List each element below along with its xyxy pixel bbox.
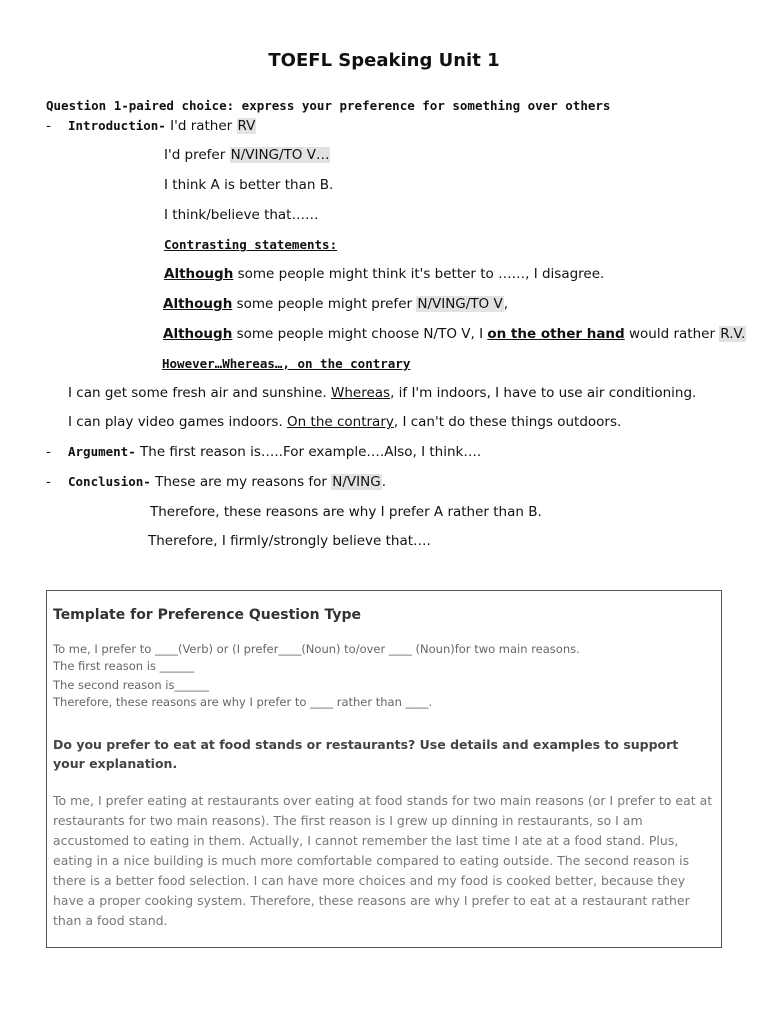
- intro-line-1: [46, 118, 256, 134]
- template-line-4: Therefore, these reasons are why I prefer to ____ rather than ____.: [53, 695, 433, 709]
- contrast-line-2: [163, 296, 508, 312]
- template-heading: Template for Preference Question Type: [53, 607, 362, 623]
- intro-highlight: N/VING/TO V…: [230, 147, 330, 163]
- sample-question: Do you prefer to eat at food stands or restaurants? Use details and examples to support your explanation.: [53, 737, 679, 771]
- whereas-word: Whereas: [331, 385, 391, 401]
- question-heading: Question 1-paired choice: express your preference for something over others: [46, 98, 611, 113]
- conclusion-text: .: [381, 474, 386, 490]
- template-box: [46, 590, 722, 948]
- argument-label: Argument-: [68, 444, 136, 459]
- example-text: , if I'm indoors, I have to use air conditioning.: [390, 385, 697, 401]
- intro-line-3: I think A is better than B.: [164, 177, 334, 193]
- argument-line: [46, 444, 481, 460]
- conclusion-line-1: [46, 474, 386, 490]
- contrast-text: some people might think it's better to ……, I disagree.: [233, 266, 605, 282]
- contrast-text: would rather: [624, 326, 720, 342]
- contrast-highlight: N/VING/TO V: [417, 296, 503, 312]
- although-word: Although: [163, 296, 233, 312]
- contrast-highlight: R.V.: [720, 326, 746, 342]
- on-the-other-hand: on the other hand: [487, 326, 625, 342]
- bullet-dash: -: [46, 474, 51, 490]
- however-heading: However…Whereas…, on the contrary: [162, 356, 411, 371]
- template-line-2: The first reason is ______: [53, 659, 195, 673]
- conclusion-highlight: N/VING: [332, 474, 381, 490]
- sample-answer: To me, I prefer eating at restaurants over eating at food stands for two main reasons (or I prefer to eat at restaurants for two main reasons). The first reason is I grew up dinning in restaurants, so I am accustomed to eating in them. Actually, I cannot remember the last time I ate at a food stand. Plus, eating in a nice building is much more comfortable compared to eating outside. The second reason is there is a better food selection. I can have more choices and my food is cooked better, because they have a proper cooking system. Therefore, these reasons are why I prefer to eat at a restaurant rather than a food stand.: [53, 793, 713, 928]
- example-text: , I can't do these things outdoors.: [393, 414, 622, 430]
- argument-text: The first reason is…..For example….Also, I think….: [140, 444, 482, 460]
- example-text: I can get some fresh air and sunshine.: [68, 385, 331, 401]
- conclusion-text: These are my reasons for: [155, 474, 332, 490]
- although-word: Although: [164, 266, 234, 282]
- example-text: I can play video games indoors.: [68, 414, 288, 430]
- contrast-line-1: [164, 266, 604, 282]
- intro-text: I'd rather: [170, 118, 233, 134]
- conclusion-label: Conclusion-: [68, 474, 151, 489]
- template-line-1: To me, I prefer to ____(Verb) or (I prefer____(Noun) to/over ____ (Noun)for two main reasons.: [53, 642, 580, 656]
- bullet-dash: -: [46, 444, 51, 460]
- intro-line-2: [164, 147, 330, 163]
- intro-text: I'd prefer: [164, 147, 226, 163]
- intro-highlight: RV: [237, 118, 256, 134]
- contrast-heading: Contrasting statements:: [164, 237, 338, 252]
- contrast-text: some people might choose N/TO V, I: [232, 326, 488, 342]
- example-line-1: [68, 385, 696, 401]
- page-title: TOEFL Speaking Unit 1: [268, 50, 500, 71]
- intro-label: Introduction-: [68, 118, 166, 133]
- contrast-line-3: [163, 326, 746, 342]
- conclusion-line-3: Therefore, I firmly/strongly believe that….: [148, 533, 431, 549]
- bullet-dash: -: [46, 118, 51, 134]
- conclusion-line-2: Therefore, these reasons are why I prefer A rather than B.: [150, 504, 542, 520]
- on-the-contrary-word: On the contrary: [287, 414, 394, 430]
- contrast-text: some people might prefer: [232, 296, 417, 312]
- contrast-text: ,: [503, 296, 509, 312]
- although-word: Although: [163, 326, 233, 342]
- example-line-2: [68, 414, 621, 430]
- intro-line-4: I think/believe that……: [164, 207, 319, 223]
- template-line-3: The second reason is______: [53, 678, 209, 692]
